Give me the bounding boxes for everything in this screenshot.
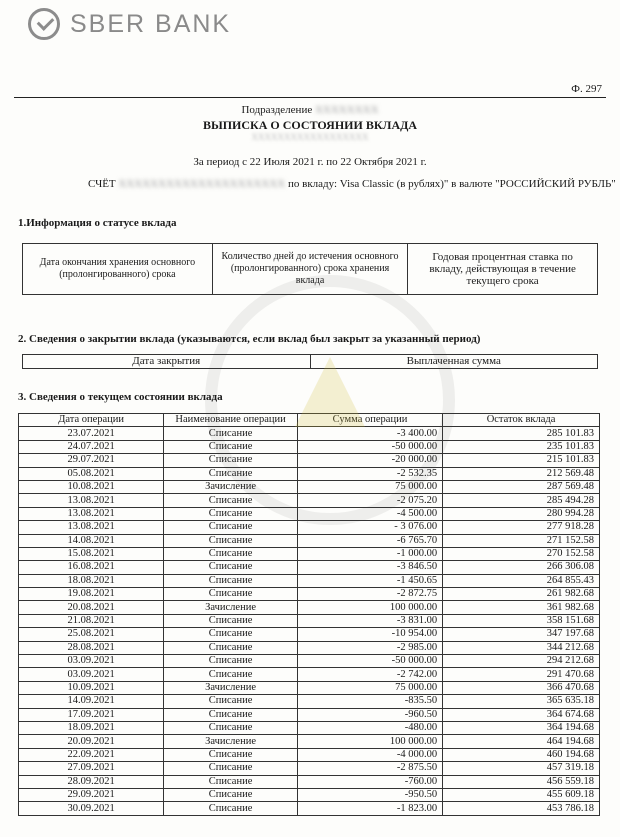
- cell-date: 03.09.2021: [19, 668, 164, 681]
- table-row: [19, 614, 600, 627]
- table-row: [19, 735, 600, 748]
- cell-balance: 457 319.18: [443, 762, 600, 775]
- cell-date: 13.08.2021: [19, 494, 164, 507]
- cell-operation: Списание: [164, 708, 298, 721]
- cell-operation: Списание: [164, 467, 298, 480]
- cell-date: 28.08.2021: [19, 641, 164, 654]
- section1-title: 1.Информация о статусе вклада: [18, 217, 177, 229]
- closing-col-date: Дата закрытия: [23, 355, 311, 369]
- table-row: [19, 494, 600, 507]
- cell-balance: 212 569.48: [443, 467, 600, 480]
- table-row: [19, 588, 600, 601]
- deposit-status-table: [22, 243, 598, 295]
- cell-date: 19.08.2021: [19, 588, 164, 601]
- table-row: [19, 628, 600, 641]
- cell-date: 15.08.2021: [19, 547, 164, 560]
- cell-date: 21.08.2021: [19, 614, 164, 627]
- cell-date: 20.08.2021: [19, 601, 164, 614]
- cell-operation: Списание: [164, 695, 298, 708]
- table-row: [19, 762, 600, 775]
- cell-amount: -1 823.00: [297, 802, 442, 815]
- cell-balance: 456 559.18: [443, 775, 600, 788]
- cell-operation: Списание: [164, 721, 298, 734]
- cell-operation: Списание: [164, 641, 298, 654]
- cell-operation: Списание: [164, 427, 298, 440]
- division-label: Подразделение: [241, 104, 313, 116]
- cell-date: 18.08.2021: [19, 574, 164, 587]
- cell-date: 29.07.2021: [19, 454, 164, 467]
- cell-balance: 464 194.68: [443, 735, 600, 748]
- table-row: [19, 561, 600, 574]
- cell-operation: Списание: [164, 547, 298, 560]
- table-row: [19, 708, 600, 721]
- cell-balance: 285 494.28: [443, 494, 600, 507]
- cell-balance: 264 855.43: [443, 574, 600, 587]
- transactions-body: [19, 427, 600, 815]
- status-col-end-date: Дата окончания хранения основного (пролонгированного) срока: [23, 244, 213, 295]
- cell-operation: Списание: [164, 614, 298, 627]
- table-row: [19, 641, 600, 654]
- cell-operation: Списание: [164, 762, 298, 775]
- cell-date: 24.07.2021: [19, 440, 164, 453]
- cell-amount: -1 000.00: [297, 547, 442, 560]
- cell-amount: -480.00: [297, 721, 442, 734]
- cell-operation: Списание: [164, 561, 298, 574]
- cell-balance: 453 786.18: [443, 802, 600, 815]
- table-row: [19, 574, 600, 587]
- cell-operation: Списание: [164, 748, 298, 761]
- cell-amount: -10 954.00: [297, 628, 442, 641]
- section2-title: 2. Сведения о закрытии вклада (указываются, если вклад был закрыт за указанный период): [18, 333, 481, 345]
- table-row: [19, 454, 600, 467]
- cell-date: 23.07.2021: [19, 427, 164, 440]
- cell-balance: 285 101.83: [443, 427, 600, 440]
- cell-balance: 287 569.48: [443, 480, 600, 493]
- cell-date: 20.09.2021: [19, 735, 164, 748]
- cell-amount: -835.50: [297, 695, 442, 708]
- cell-amount: -2 985.00: [297, 641, 442, 654]
- cell-balance: 266 306.08: [443, 561, 600, 574]
- cell-date: 28.09.2021: [19, 775, 164, 788]
- cell-balance: 455 609.18: [443, 788, 600, 801]
- account-description: по вкладу: Visa Classic (в рублях)" в валюте "РОССИЙСКИЙ РУБЛЬ": [287, 178, 616, 190]
- cell-operation: Списание: [164, 507, 298, 520]
- cell-amount: -2 075.20: [297, 494, 442, 507]
- table-row: [19, 547, 600, 560]
- status-col-days-left: Количество дней до истечения основного (пролонгированного) срока хранения вклада: [212, 244, 408, 295]
- cell-date: 14.09.2021: [19, 695, 164, 708]
- cell-amount: -50 000.00: [297, 440, 442, 453]
- cell-operation: Списание: [164, 775, 298, 788]
- cell-balance: 291 470.68: [443, 668, 600, 681]
- redacted-subtitle: XXXXXXXXXXXXXXXXXX: [251, 132, 369, 142]
- cell-amount: 100 000.00: [297, 735, 442, 748]
- account-line: [88, 178, 616, 190]
- cell-amount: -50 000.00: [297, 655, 442, 668]
- cell-balance: 358 151.68: [443, 614, 600, 627]
- cell-amount: -4 500.00: [297, 507, 442, 520]
- cell-amount: 100 000.00: [297, 601, 442, 614]
- cell-amount: -3 400.00: [297, 427, 442, 440]
- bank-logo: [28, 8, 231, 40]
- cell-balance: 215 101.83: [443, 454, 600, 467]
- cell-amount: -2 742.00: [297, 668, 442, 681]
- division-value: XXXXXXXX: [314, 104, 379, 116]
- sber-logo-icon: [28, 8, 60, 40]
- document-title: ВЫПИСКА О СОСТОЯНИИ ВКЛАДА: [202, 118, 418, 132]
- cell-operation: Зачисление: [164, 480, 298, 493]
- table-row: [19, 655, 600, 668]
- cell-operation: Списание: [164, 788, 298, 801]
- bank-name: SBER BANK: [70, 9, 232, 38]
- account-number: XXXXXXXXXXXXXXXXXXXXX: [118, 178, 286, 190]
- table-row: [19, 507, 600, 520]
- table-row: [19, 440, 600, 453]
- status-col-rate: Годовая процентная ставка по вкладу, действующая в течение текущего срока: [408, 244, 598, 295]
- cell-amount: -4 000.00: [297, 748, 442, 761]
- cell-balance: 271 152.58: [443, 534, 600, 547]
- table-row: [19, 788, 600, 801]
- cell-amount: 75 000.00: [297, 681, 442, 694]
- cell-operation: Зачисление: [164, 601, 298, 614]
- transactions-header-row: [19, 414, 600, 427]
- cell-balance: 364 194.68: [443, 721, 600, 734]
- cell-operation: Списание: [164, 534, 298, 547]
- cell-date: 16.08.2021: [19, 561, 164, 574]
- transactions-table: [18, 413, 600, 816]
- table-row: [19, 427, 600, 440]
- cell-balance: 364 674.68: [443, 708, 600, 721]
- cell-amount: -2 532.35: [297, 467, 442, 480]
- cell-balance: 294 212.68: [443, 655, 600, 668]
- table-row: [19, 802, 600, 815]
- cell-operation: Списание: [164, 668, 298, 681]
- cell-balance: 344 212.68: [443, 641, 600, 654]
- cell-date: 22.09.2021: [19, 748, 164, 761]
- cell-date: 18.09.2021: [19, 721, 164, 734]
- cell-operation: Списание: [164, 588, 298, 601]
- deposit-closing-table: [22, 354, 598, 369]
- cell-operation: Списание: [164, 802, 298, 815]
- cell-balance: 235 101.83: [443, 440, 600, 453]
- cell-date: 05.08.2021: [19, 467, 164, 480]
- table-row: [19, 601, 600, 614]
- account-label: СЧЁТ: [88, 178, 116, 190]
- cell-date: 03.09.2021: [19, 655, 164, 668]
- cell-amount: -1 450.65: [297, 574, 442, 587]
- cell-date: 25.08.2021: [19, 628, 164, 641]
- table-row: [19, 721, 600, 734]
- cell-operation: Списание: [164, 655, 298, 668]
- cell-amount: -6 765.70: [297, 534, 442, 547]
- cell-operation: Зачисление: [164, 681, 298, 694]
- form-number: Ф. 297: [571, 83, 602, 95]
- cell-operation: Списание: [164, 494, 298, 507]
- cell-balance: 347 197.68: [443, 628, 600, 641]
- cell-amount: -3 846.50: [297, 561, 442, 574]
- cell-balance: 365 635.18: [443, 695, 600, 708]
- cell-operation: Списание: [164, 574, 298, 587]
- cell-operation: Списание: [164, 628, 298, 641]
- cell-amount: -760.00: [297, 775, 442, 788]
- cell-balance: 261 982.68: [443, 588, 600, 601]
- table-row: [19, 668, 600, 681]
- cell-operation: Зачисление: [164, 735, 298, 748]
- table-row: [19, 467, 600, 480]
- cell-amount: 75 000.00: [297, 480, 442, 493]
- cell-balance: 366 470.68: [443, 681, 600, 694]
- cell-amount: -2 875.50: [297, 762, 442, 775]
- cell-balance: 460 194.68: [443, 748, 600, 761]
- table-row: [19, 521, 600, 534]
- col-header-amount: Сумма операции: [297, 414, 442, 427]
- table-row: [19, 534, 600, 547]
- cell-date: 14.08.2021: [19, 534, 164, 547]
- cell-amount: -20 000.00: [297, 454, 442, 467]
- cell-amount: -2 872.75: [297, 588, 442, 601]
- cell-date: 13.08.2021: [19, 521, 164, 534]
- cell-date: 29.09.2021: [19, 788, 164, 801]
- table-row: [19, 695, 600, 708]
- cell-date: 17.09.2021: [19, 708, 164, 721]
- statement-period: За период с 22 Июля 2021 г. по 22 Октября 2021 г.: [193, 156, 427, 168]
- col-header-operation: Наименование операции: [164, 414, 298, 427]
- table-row: [19, 681, 600, 694]
- table-row: [19, 748, 600, 761]
- cell-date: 10.09.2021: [19, 681, 164, 694]
- cell-date: 13.08.2021: [19, 507, 164, 520]
- closing-col-amount: Выплаченная сумма: [310, 355, 598, 369]
- cell-operation: Списание: [164, 454, 298, 467]
- cell-date: 30.09.2021: [19, 802, 164, 815]
- cell-balance: 277 918.28: [443, 521, 600, 534]
- cell-operation: Списание: [164, 440, 298, 453]
- cell-operation: Списание: [164, 521, 298, 534]
- table-row: [19, 480, 600, 493]
- cell-balance: 280 994.28: [443, 507, 600, 520]
- cell-amount: -960.50: [297, 708, 442, 721]
- cell-balance: 361 982.68: [443, 601, 600, 614]
- top-divider: [14, 97, 606, 98]
- section3-title: 3. Сведения о текущем состоянии вклада: [18, 391, 223, 403]
- cell-balance: 270 152.58: [443, 547, 600, 560]
- col-header-balance: Остаток вклада: [443, 414, 600, 427]
- table-row: [19, 775, 600, 788]
- cell-date: 10.08.2021: [19, 480, 164, 493]
- division-line: [0, 104, 620, 116]
- cell-date: 27.09.2021: [19, 762, 164, 775]
- cell-amount: -950.50: [297, 788, 442, 801]
- col-header-date: Дата операции: [19, 414, 164, 427]
- cell-amount: - 3 076.00: [297, 521, 442, 534]
- cell-amount: -3 831.00: [297, 614, 442, 627]
